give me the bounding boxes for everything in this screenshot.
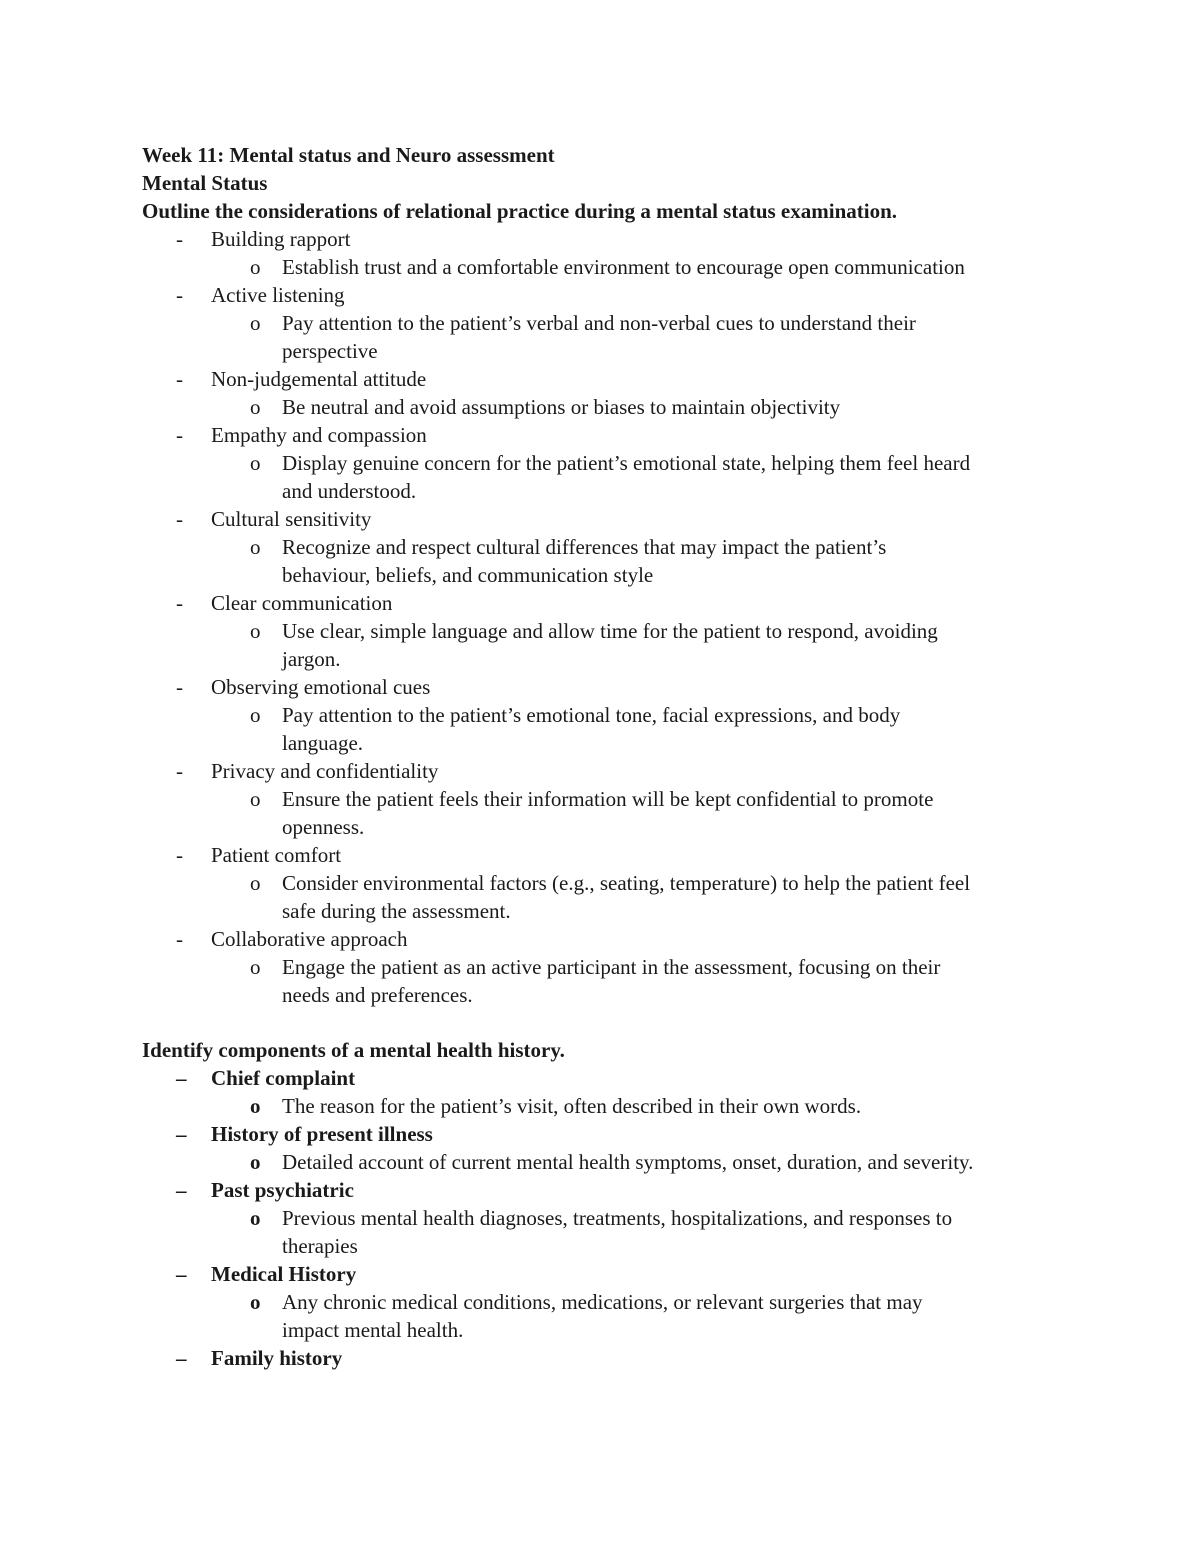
dash-bullet: – xyxy=(176,1178,187,1202)
dash-bullet: - xyxy=(176,507,183,531)
dash-bullet: - xyxy=(176,591,183,615)
sub-item-continuation xyxy=(142,337,1072,365)
dash-bullet: - xyxy=(176,367,183,391)
sub-item xyxy=(142,1204,1072,1232)
sub-item-continuation xyxy=(142,897,1072,925)
sub-item-continuation xyxy=(142,1316,1072,1344)
dash-bullet: - xyxy=(176,759,183,783)
sub-item xyxy=(142,533,1072,561)
document-subtitle: Mental Status xyxy=(142,171,268,195)
sub-item xyxy=(142,309,1072,337)
list-item xyxy=(142,1120,1072,1148)
sub-item-continuation xyxy=(142,477,1072,505)
sub-item-text: perspective xyxy=(282,339,378,363)
list-item-label: Past psychiatric xyxy=(211,1178,354,1202)
list-item-label: Collaborative approach xyxy=(211,927,408,951)
sub-item xyxy=(142,701,1072,729)
circle-bullet: o xyxy=(250,955,261,979)
dash-bullet: – xyxy=(176,1066,187,1090)
circle-bullet: o xyxy=(250,395,261,419)
circle-bullet: o xyxy=(250,1290,261,1314)
sub-item-continuation xyxy=(142,645,1072,673)
list-item-label: Cultural sensitivity xyxy=(211,507,372,531)
document-page xyxy=(142,141,1072,1372)
list-item xyxy=(142,589,1072,617)
sub-item-text: impact mental health. xyxy=(282,1318,464,1342)
section-spacer xyxy=(142,1009,1072,1036)
circle-bullet: o xyxy=(250,787,261,811)
sub-item-text: openness. xyxy=(282,815,365,839)
dash-bullet: – xyxy=(176,1346,187,1370)
list-item-label: History of present illness xyxy=(211,1122,433,1146)
sub-item-continuation xyxy=(142,981,1072,1009)
sub-item-text: Any chronic medical conditions, medications, or relevant surgeries that may xyxy=(282,1290,923,1314)
sub-item-text: jargon. xyxy=(282,647,341,671)
circle-bullet: o xyxy=(250,1206,261,1230)
dash-bullet: - xyxy=(176,675,183,699)
list-item xyxy=(142,505,1072,533)
sub-item xyxy=(142,617,1072,645)
sub-item-text: therapies xyxy=(282,1234,358,1258)
circle-bullet: o xyxy=(250,619,261,643)
dash-bullet: - xyxy=(176,843,183,867)
sub-item-text: Display genuine concern for the patient’s emotional state, helping them feel heard xyxy=(282,451,971,475)
circle-bullet: o xyxy=(250,703,261,727)
sub-item-continuation xyxy=(142,1232,1072,1260)
dash-bullet: - xyxy=(176,423,183,447)
sub-item-text: Recognize and respect cultural differences that may impact the patient’s xyxy=(282,535,887,559)
list-item xyxy=(142,673,1072,701)
sub-item-text: Establish trust and a comfortable environment to encourage open communication xyxy=(282,255,965,279)
dash-bullet: - xyxy=(176,927,183,951)
list-item xyxy=(142,421,1072,449)
sub-item xyxy=(142,1092,1072,1120)
list-item xyxy=(142,281,1072,309)
circle-bullet: o xyxy=(250,1094,261,1118)
list-item-label: Privacy and confidentiality xyxy=(211,759,439,783)
dash-bullet: - xyxy=(176,227,183,251)
list-item xyxy=(142,225,1072,253)
sub-item xyxy=(142,869,1072,897)
sub-item xyxy=(142,785,1072,813)
sub-item-text: needs and preferences. xyxy=(282,983,473,1007)
list-item-label: Empathy and compassion xyxy=(211,423,427,447)
sub-item-text: Pay attention to the patient’s emotional tone, facial expressions, and body xyxy=(282,703,901,727)
sub-item-continuation xyxy=(142,729,1072,757)
dash-bullet: - xyxy=(176,283,183,307)
sub-item-text: Ensure the patient feels their information will be kept confidential to promote xyxy=(282,787,934,811)
sub-item-text: Be neutral and avoid assumptions or biases to maintain objectivity xyxy=(282,395,841,419)
list-item xyxy=(142,1064,1072,1092)
list-item-label: Observing emotional cues xyxy=(211,675,431,699)
list-item-label: Chief complaint xyxy=(211,1066,356,1090)
sub-item-text: Pay attention to the patient’s verbal and non-verbal cues to understand their xyxy=(282,311,916,335)
section-heading: Outline the considerations of relational practice during a mental status examination. xyxy=(142,199,898,223)
circle-bullet: o xyxy=(250,311,261,335)
list-item-label: Medical History xyxy=(211,1262,357,1286)
sub-item-text: safe during the assessment. xyxy=(282,899,511,923)
circle-bullet: o xyxy=(250,255,261,279)
circle-bullet: o xyxy=(250,451,261,475)
document-title: Week 11: Mental status and Neuro assessment xyxy=(142,143,555,167)
sub-item xyxy=(142,253,1072,281)
list-item-label: Non-judgemental attitude xyxy=(211,367,427,391)
list-item-label: Patient comfort xyxy=(211,843,342,867)
circle-bullet: o xyxy=(250,535,261,559)
list-item xyxy=(142,925,1072,953)
list-item-label: Building rapport xyxy=(211,227,351,251)
dash-bullet: – xyxy=(176,1122,187,1146)
sub-item-text: Engage the patient as an active participant in the assessment, focusing on their xyxy=(282,955,941,979)
sub-item-text: and understood. xyxy=(282,479,417,503)
sub-item-text: language. xyxy=(282,731,364,755)
sub-item xyxy=(142,953,1072,981)
circle-bullet: o xyxy=(250,871,261,895)
sub-item xyxy=(142,1288,1072,1316)
circle-bullet: o xyxy=(250,1150,261,1174)
list-item xyxy=(142,1176,1072,1204)
sub-item-continuation xyxy=(142,561,1072,589)
list-item xyxy=(142,365,1072,393)
sub-item-text: Previous mental health diagnoses, treatments, hospitalizations, and responses to xyxy=(282,1206,953,1230)
section-heading: Identify components of a mental health history. xyxy=(142,1038,565,1062)
bullet-list xyxy=(142,225,1072,1009)
list-item xyxy=(142,841,1072,869)
list-item-label: Active listening xyxy=(211,283,345,307)
sub-item xyxy=(142,1148,1072,1176)
sub-item-text: Use clear, simple language and allow time for the patient to respond, avoiding xyxy=(282,619,938,643)
list-item xyxy=(142,1260,1072,1288)
sub-item-text: Detailed account of current mental health symptoms, onset, duration, and severity. xyxy=(282,1150,974,1174)
sub-item-text: The reason for the patient’s visit, often described in their own words. xyxy=(282,1094,862,1118)
bullet-list xyxy=(142,1064,1072,1372)
sub-item-text: Consider environmental factors (e.g., seating, temperature) to help the patient feel xyxy=(282,871,971,895)
dash-bullet: – xyxy=(176,1262,187,1286)
sub-item xyxy=(142,449,1072,477)
list-item xyxy=(142,1344,1072,1372)
sub-item-continuation xyxy=(142,813,1072,841)
sub-item xyxy=(142,393,1072,421)
list-item-label: Clear communication xyxy=(211,591,393,615)
list-item-label: Family history xyxy=(211,1346,343,1370)
list-item xyxy=(142,757,1072,785)
sub-item-text: behaviour, beliefs, and communication style xyxy=(282,563,654,587)
